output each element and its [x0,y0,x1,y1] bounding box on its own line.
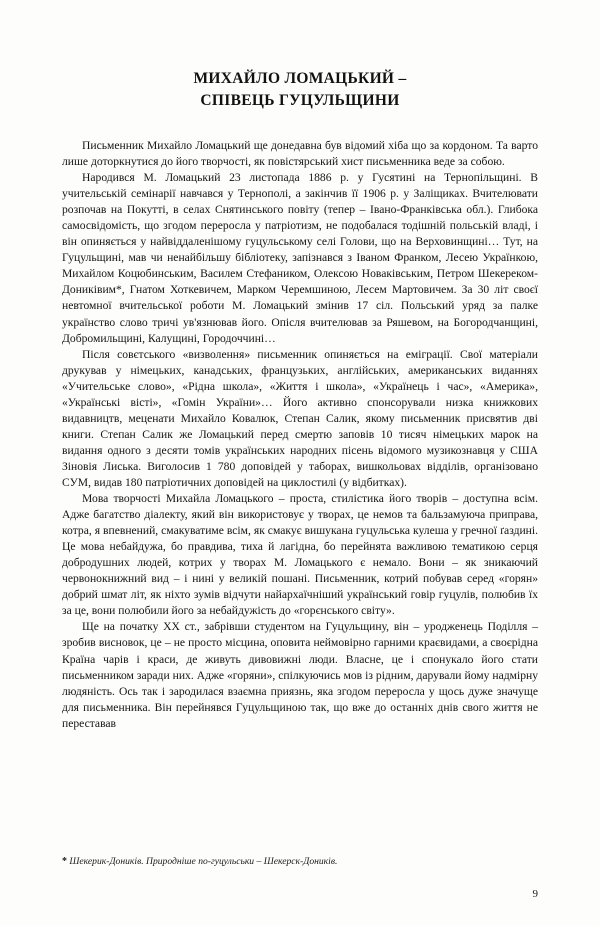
footnote-area [62,855,538,868]
paragraph: Народився М. Ломацький 23 листопада 1886 р. у Гусятині на Тернопільщині. В учительській семінарії навчався у Тернополі, а закінчив її 1906 р. у Заліщиках. Вчителювати розпочав на Покутті, в селах Снятинського повіту (тепер – Івано-Франківська обл.). Глибока самосвідомість, що згодом переросла у патріотизм, не подобалася тодішній польській владі, і він опиняється у найвіддаленішому гуцульському селі Голови, що на Верховинщині… Тут, на Гуцульщині, мав чи ненайбільшу бібліотеку, запізнався з Іваном Франком, Лесею Українкою, Михайлом Коцюбинським, Василем Стефаником, Олексою Новаківським, Петром Шекереком-Дониківим*, Гнатом Хоткевичем, Марком Черемшиною, Лесем Мартовичем. За 30 літ своєї невтомної вчительської роботи М. Ломацький змінив 17 сіл. Польський уряд за палке українство слово тричі ув'язнював його. Опісля вчителював за Ряшевом, на Богородчанщині, Добромильщині, Калущині, Городоччині… [62,171,538,345]
body-text [62,138,538,732]
page-title [62,68,538,112]
paragraph: Після совєтського «визволення» письменник опиняється на еміграції. Свої матеріали друкував у німецьких, канадських, французьких, англійських, американських виданнях «Учительське слово», «Рідна школа», «Життя і школа», «Українець і час», «Америка», «Українські вісті», «Гомін України»… Його активно спонсорували низка книжкових видавництв, меценати Михайло Ковалюк, Степан Салик, якому письменник присвятив дві книги. Степан Салик же Ломацький перед смертю заповів 10 тисяч німецьких марок на видання одного з десяти томів українських народних пісень відомого музикознавця у США Зіновія Лиська. Виголосив 1 780 доповідей у таборах, вишкольовах відділів, організовано СУМ, видав 180 патріотичних доповідей на циклостилі (у відбитках). [62,347,538,489]
footnote [62,855,538,868]
footnote-text: Шекерик-Доників. Природніше по-гуцульськи – Шекерск-Доників. [69,855,338,867]
page-title-line-2: СПІВЕЦЬ ГУЦУЛЬЩИНИ [200,92,400,109]
page-title-line-1: МИХАЙЛО ЛОМАЦЬКИЙ – [193,70,407,87]
paragraph: Письменник Михайло Ломацький ще донедавна був відомий хіба що за кордоном. Та варто лише доторкнутися до його творчості, як повістярський хист письменника веде за собою. [62,139,538,169]
paragraph: Мова творчості Михайла Ломацького – проста, стилістика його творів – доступна всім. Адже багатство діалекту, який він використовує у творах, це немов та бальзамуюча приправа, котра, я впевнений, смакуватиме всім, як смакує вишукана гуцульська кулеша у гречної ґаздині. Це мова небайдужа, бо правдива, тиха й лагідна, бо перейнята важливою тематикою серця добродушних людей, котрих у творах М. Ломацького є немало. Вони – як зникаючий червонокнижний вид – і нині у великій пошані. Письменник, котрий побував серед «горян» добрий шмат літ, як ніхто зумів відчути найархаїчніший український говір гуцулів, полюбив їх за це, вони полюбили його за небайдужість до «горєнського світу». [62,492,538,618]
footnote-marker: * [62,855,67,867]
page-number: 9 [532,888,538,900]
paragraph: Ще на початку ХХ ст., забрівши студентом на Гуцульщину, він – уродженець Поділля – зробив висновок, це – не просто місцина, оповита неймовірно гарними краєвидами, а своєрідна Країна чарів і краси, де живуть дивовижні люди. Власне, це і спонукало його стати письменником заради них. Адже «горяни», спілкуючись мов із рідним, дарували йому надмірну людяність. Ось так і зародилася взаємна приязнь, яка згодом переросла у щось дуже значуще для письменника. Він перейнявся Гуцульщиною так, що вже до останніх днів свого життя не переставав [62,620,538,730]
